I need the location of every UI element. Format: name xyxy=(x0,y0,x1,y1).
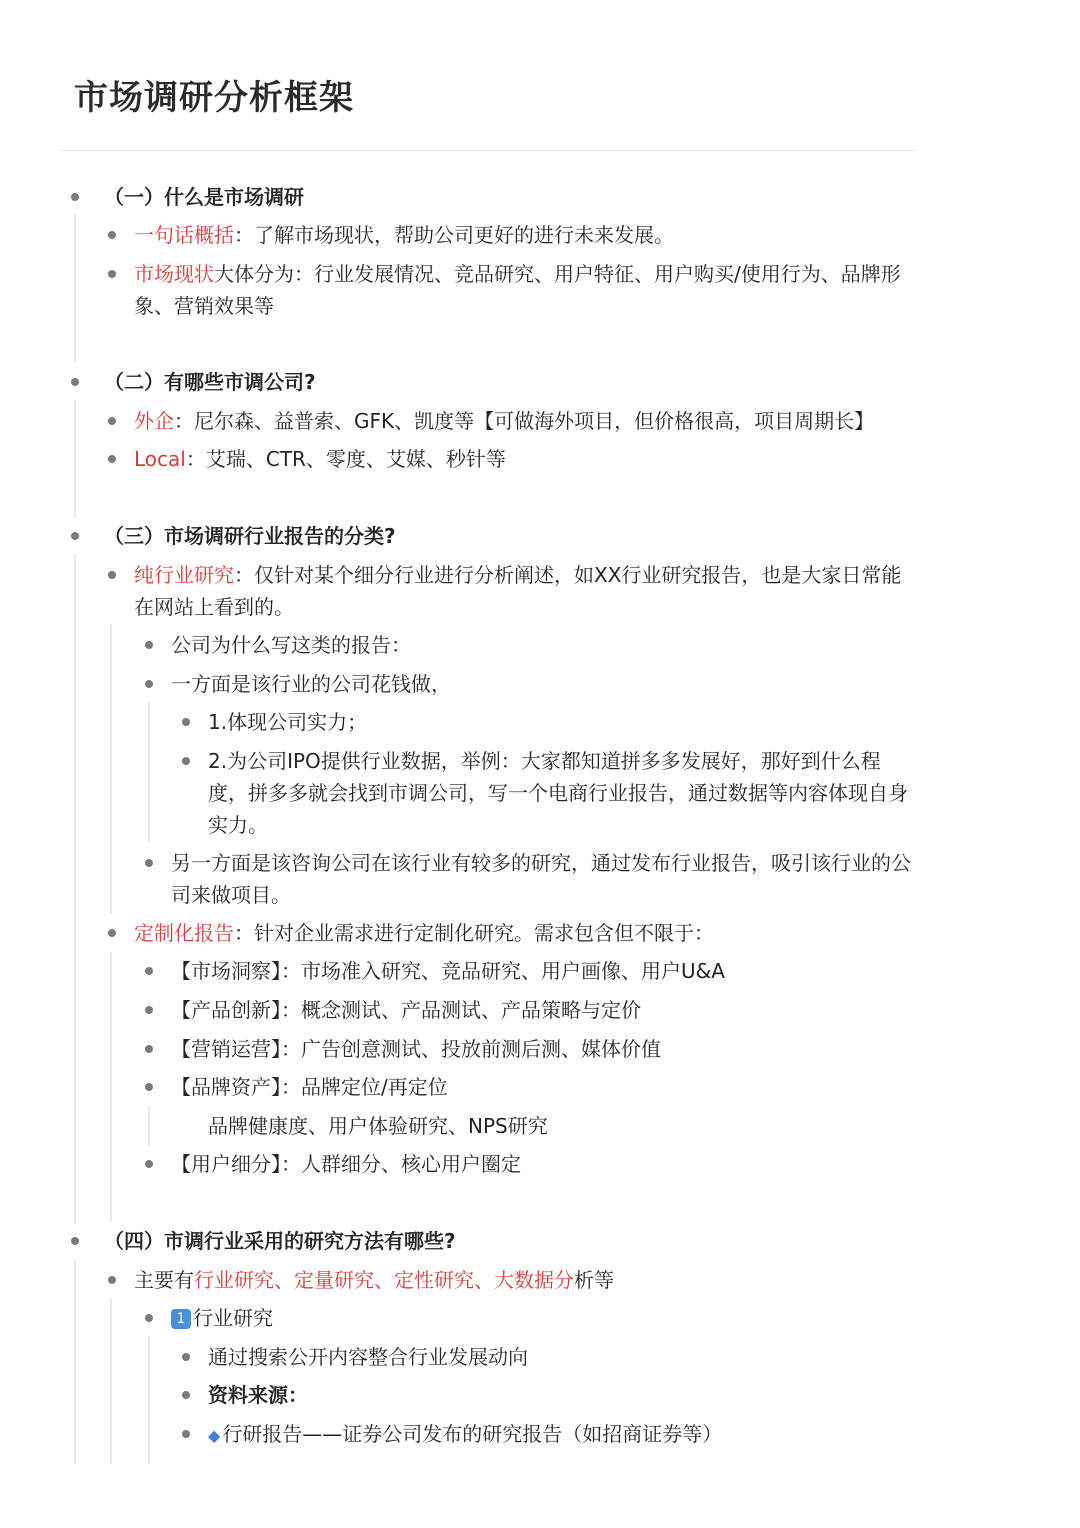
guide-line-s3-sub2 xyxy=(110,952,112,1222)
guide-line-s2 xyxy=(74,400,76,518)
list-item: 【市场洞察】：市场准入研究、竞品研究、用户画像、用户U&A xyxy=(171,959,725,983)
bullet xyxy=(108,571,116,579)
list-item xyxy=(134,443,506,475)
list-item: 通过搜索公开内容整合行业发展动向 xyxy=(208,1345,528,1369)
guide-line-s3-sub1b xyxy=(148,702,150,842)
bullet xyxy=(71,532,79,540)
bullet xyxy=(108,1276,116,1284)
bullet xyxy=(145,859,153,867)
list-item: 1.体现公司实力； xyxy=(208,710,368,734)
bullet xyxy=(145,967,153,975)
section-heading-1: （一）什么是市场调研 xyxy=(104,185,304,209)
guide-line-s4 xyxy=(74,1260,76,1464)
list-item-continuation: 品牌健康度、用户体验研究、NPS研究 xyxy=(208,1114,548,1138)
item-text: ：艾瑞、CTR、零度、艾媒、秒针等 xyxy=(185,447,506,471)
list-item: 【用户细分】：人群细分、核心用户圈定 xyxy=(171,1152,521,1176)
list-item: 【产品创新】：概念测试、产品测试、产品策略与定价 xyxy=(171,998,641,1022)
title-divider xyxy=(60,150,916,151)
guide-line-s4-sub1 xyxy=(110,1298,112,1464)
bullet xyxy=(182,1391,190,1399)
list-item: 【营销运营】：广告创意测试、投放前测后测、媒体价值 xyxy=(171,1037,661,1061)
bullet xyxy=(108,270,116,278)
bullet xyxy=(145,1083,153,1091)
list-item xyxy=(134,559,914,623)
highlight-text: Local xyxy=(134,447,186,471)
bullet xyxy=(182,1353,190,1361)
guide-line-s3-sub2d xyxy=(148,1106,150,1146)
highlight-text: 市场现状 xyxy=(134,262,214,286)
highlight-text: 行业研究、定量研究、定性研究、大数据分 xyxy=(194,1268,574,1292)
list-item xyxy=(134,258,914,322)
list-item: 资料来源： xyxy=(208,1383,308,1407)
bullet xyxy=(145,1314,153,1322)
item-text: 主要有 xyxy=(134,1268,194,1292)
section-heading-3: （三）市场调研行业报告的分类? xyxy=(104,524,396,548)
bullet xyxy=(182,718,190,726)
item-text: ：尼尔森、益普索、GFK、凯度等【可做海外项目，但价格很高，项目周期长】 xyxy=(174,409,875,433)
item-text: 行研报告——证券公司发布的研究报告（如招商证券等） xyxy=(222,1422,723,1446)
list-item xyxy=(134,917,714,949)
list-item: 2.为公司IPO提供行业数据，举例：大家都知道拼多多发展好，那好到什么程度，拼多多就会找到市调公司，写一个电商行业报告，通过数据等内容体现自身实力。 xyxy=(208,749,908,837)
item-text: 行业研究 xyxy=(193,1306,273,1330)
highlight-text: 一句话概括 xyxy=(134,223,234,247)
section-heading-4: （四）市调行业采用的研究方法有哪些? xyxy=(104,1229,456,1253)
section-heading-2: （二）有哪些市调公司? xyxy=(104,370,316,394)
bullet xyxy=(145,680,153,688)
blue-diamond-icon: ◆ xyxy=(208,1426,221,1445)
list-item xyxy=(171,1302,273,1334)
highlight-text: 纯行业研究 xyxy=(134,563,234,587)
list-item: 一方面是该行业的公司花钱做， xyxy=(171,672,451,696)
bullet xyxy=(145,641,153,649)
list-item xyxy=(134,219,674,251)
guide-line-s3 xyxy=(74,554,76,1224)
list-item xyxy=(134,1264,614,1296)
bullet xyxy=(145,1160,153,1168)
bullet xyxy=(71,193,79,201)
number-one-icon: 1 xyxy=(171,1309,191,1329)
guide-line-s3-sub1 xyxy=(110,624,112,914)
bullet xyxy=(145,1045,153,1053)
list-item: 公司为什么写这类的报告： xyxy=(171,633,411,657)
item-text: 大体分为：行业发展情况、竞品研究、用户特征、用户购买/使用行为、品牌形象、营销效果等 xyxy=(134,262,901,318)
guide-line-s1 xyxy=(74,214,76,362)
page-title: 市场调研分析框架 xyxy=(74,78,354,118)
item-text: ：仅针对某个细分行业进行分析阐述，如XX行业研究报告，也是大家日常能在网站上看到的。 xyxy=(134,563,902,619)
list-item xyxy=(208,1418,722,1452)
bullet xyxy=(108,455,116,463)
highlight-text: 定制化报告 xyxy=(134,921,234,945)
bullet xyxy=(145,1006,153,1014)
item-text: 析等 xyxy=(574,1268,614,1292)
guide-line-s4-sub1a xyxy=(148,1336,150,1464)
bullet xyxy=(71,1237,79,1245)
item-text: ：了解市场现状，帮助公司更好的进行未来发展。 xyxy=(234,223,674,247)
highlight-text: 外企 xyxy=(134,409,174,433)
list-item: 【品牌资产】：品牌定位/再定位 xyxy=(171,1075,448,1099)
bullet xyxy=(108,929,116,937)
bullet xyxy=(182,1430,190,1438)
bullet xyxy=(108,417,116,425)
bullet xyxy=(71,378,79,386)
bullet xyxy=(108,231,116,239)
list-item: 另一方面是该咨询公司在该行业有较多的研究，通过发布行业报告，吸引该行业的公司来做项目。 xyxy=(171,851,911,907)
list-item xyxy=(134,405,874,437)
item-text: ：针对企业需求进行定制化研究。需求包含但不限于： xyxy=(234,921,714,945)
bullet xyxy=(182,757,190,765)
